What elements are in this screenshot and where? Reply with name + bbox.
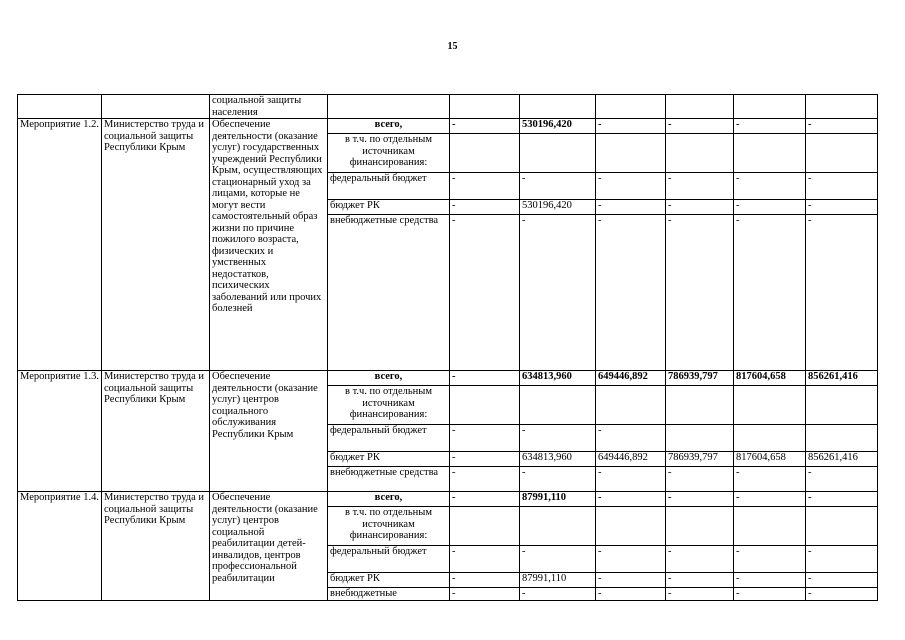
funding-value: -	[734, 200, 806, 215]
funding-row	[18, 492, 878, 507]
funding-value: -	[450, 452, 520, 467]
funding-value	[520, 386, 596, 425]
funding-value: 634813,960	[520, 371, 596, 386]
funding-value: -	[596, 200, 666, 215]
funding-value	[520, 507, 596, 546]
measure-id: Мероприятие 1.2.	[18, 119, 102, 371]
funding-value: -	[596, 588, 666, 601]
funding-source: бюджет РК	[328, 452, 450, 467]
measure-id: Мероприятие 1.4.	[18, 492, 102, 601]
funding-value: -	[666, 173, 734, 200]
continued-measure-name: социальной защиты населения	[210, 95, 328, 119]
funding-source: в т.ч. по отдельным источникам финансирования:	[328, 134, 450, 173]
funding-value: 817604,658	[734, 452, 806, 467]
funding-value	[450, 507, 520, 546]
funding-value: -	[596, 119, 666, 134]
funding-source: внебюджетные	[328, 588, 450, 601]
funding-value: -	[666, 467, 734, 492]
funding-source: бюджет РК	[328, 200, 450, 215]
funding-source: внебюджетные средства	[328, 467, 450, 492]
funding-value	[806, 425, 878, 452]
funding-value: -	[806, 467, 878, 492]
funding-value	[734, 425, 806, 452]
funding-value: -	[734, 119, 806, 134]
funding-value: -	[450, 371, 520, 386]
funding-value: -	[666, 119, 734, 134]
funding-value	[734, 507, 806, 546]
funding-value: -	[520, 467, 596, 492]
funding-value: -	[666, 215, 734, 371]
funding-value: -	[734, 573, 806, 588]
funding-value: -	[734, 588, 806, 601]
funding-value: -	[806, 119, 878, 134]
funding-value: -	[596, 215, 666, 371]
funding-value: 649446,892	[596, 452, 666, 467]
funding-value: -	[450, 573, 520, 588]
funding-value: -	[666, 492, 734, 507]
funding-value: -	[734, 215, 806, 371]
funding-value: -	[666, 573, 734, 588]
funding-value: 649446,892	[596, 371, 666, 386]
funding-row	[18, 371, 878, 386]
measure-executor: Министерство труда и социальной защиты Республики Крым	[102, 492, 210, 601]
funding-value: -	[450, 425, 520, 452]
funding-value	[666, 386, 734, 425]
funding-source: всего,	[328, 119, 450, 134]
funding-value: -	[520, 173, 596, 200]
funding-value: 856261,416	[806, 371, 878, 386]
funding-value: -	[806, 492, 878, 507]
funding-value: 817604,658	[734, 371, 806, 386]
funding-value: 87991,110	[520, 492, 596, 507]
funding-value: -	[666, 546, 734, 573]
funding-value: -	[520, 588, 596, 601]
funding-value: 530196,420	[520, 200, 596, 215]
funding-value: -	[450, 215, 520, 371]
funding-value: 786939,797	[666, 452, 734, 467]
funding-value: -	[450, 588, 520, 601]
budget-table	[17, 94, 878, 601]
measure-name: Обеспечение деятельности (оказание услуг) центров социального обслуживания Республики Крым	[210, 371, 328, 492]
funding-value: 87991,110	[520, 573, 596, 588]
funding-source: всего,	[328, 492, 450, 507]
funding-value: 634813,960	[520, 452, 596, 467]
measure-id: Мероприятие 1.3.	[18, 371, 102, 492]
funding-value: -	[806, 215, 878, 371]
measure-executor: Министерство труда и социальной защиты Республики Крым	[102, 119, 210, 371]
funding-source: в т.ч. по отдельным источникам финансирования:	[328, 507, 450, 546]
funding-value	[734, 386, 806, 425]
funding-source: бюджет РК	[328, 573, 450, 588]
funding-value: -	[666, 588, 734, 601]
funding-value	[596, 134, 666, 173]
funding-value: -	[450, 467, 520, 492]
funding-value: -	[596, 573, 666, 588]
page-number: 15	[447, 41, 458, 52]
funding-value: -	[596, 425, 666, 452]
funding-value	[596, 507, 666, 546]
funding-value: -	[806, 588, 878, 601]
funding-value: -	[734, 173, 806, 200]
funding-value	[596, 386, 666, 425]
funding-value: -	[734, 546, 806, 573]
measure-executor: Министерство труда и социальной защиты Республики Крым	[102, 371, 210, 492]
funding-value	[520, 134, 596, 173]
funding-value: -	[806, 173, 878, 200]
continuation-row	[18, 95, 878, 119]
funding-source: федеральный бюджет	[328, 173, 450, 200]
funding-value	[666, 134, 734, 173]
funding-source: федеральный бюджет	[328, 546, 450, 573]
funding-value: -	[666, 200, 734, 215]
funding-value: -	[520, 425, 596, 452]
funding-value	[734, 134, 806, 173]
funding-source: внебюджетные средства	[328, 215, 450, 371]
funding-value: -	[734, 467, 806, 492]
funding-value: -	[520, 215, 596, 371]
funding-value: -	[450, 492, 520, 507]
funding-source: федеральный бюджет	[328, 425, 450, 452]
funding-value	[806, 134, 878, 173]
funding-value	[450, 386, 520, 425]
funding-value: 786939,797	[666, 371, 734, 386]
funding-value: -	[596, 492, 666, 507]
funding-value: -	[734, 492, 806, 507]
funding-value	[666, 507, 734, 546]
funding-value: -	[450, 119, 520, 134]
funding-value: -	[450, 200, 520, 215]
funding-value: 530196,420	[520, 119, 596, 134]
funding-value: -	[806, 200, 878, 215]
funding-value	[666, 425, 734, 452]
funding-value: -	[450, 173, 520, 200]
funding-source: всего,	[328, 371, 450, 386]
funding-value	[450, 134, 520, 173]
measure-name: Обеспечение деятельности (оказание услуг) государственных учреждений Республики Крым, осуществляющих стационарный уход за лицами, которые не могут вести самостоятельный образ жизни по причине пожилого возраста, физических и умственных недостатков, психических заболеваний или прочих болезней	[210, 119, 328, 371]
funding-row	[18, 119, 878, 134]
measure-name: Обеспечение деятельности (оказание услуг) центров социальной реабилитации детей-инвалидов, центров профессиональной реабилитации	[210, 492, 328, 601]
funding-value: 856261,416	[806, 452, 878, 467]
funding-value	[806, 386, 878, 425]
funding-source: в т.ч. по отдельным источникам финансирования:	[328, 386, 450, 425]
funding-value: -	[520, 546, 596, 573]
funding-value: -	[596, 546, 666, 573]
funding-value: -	[806, 573, 878, 588]
funding-value: -	[450, 546, 520, 573]
funding-value: -	[806, 546, 878, 573]
funding-value: -	[596, 467, 666, 492]
funding-value	[806, 507, 878, 546]
funding-value: -	[596, 173, 666, 200]
